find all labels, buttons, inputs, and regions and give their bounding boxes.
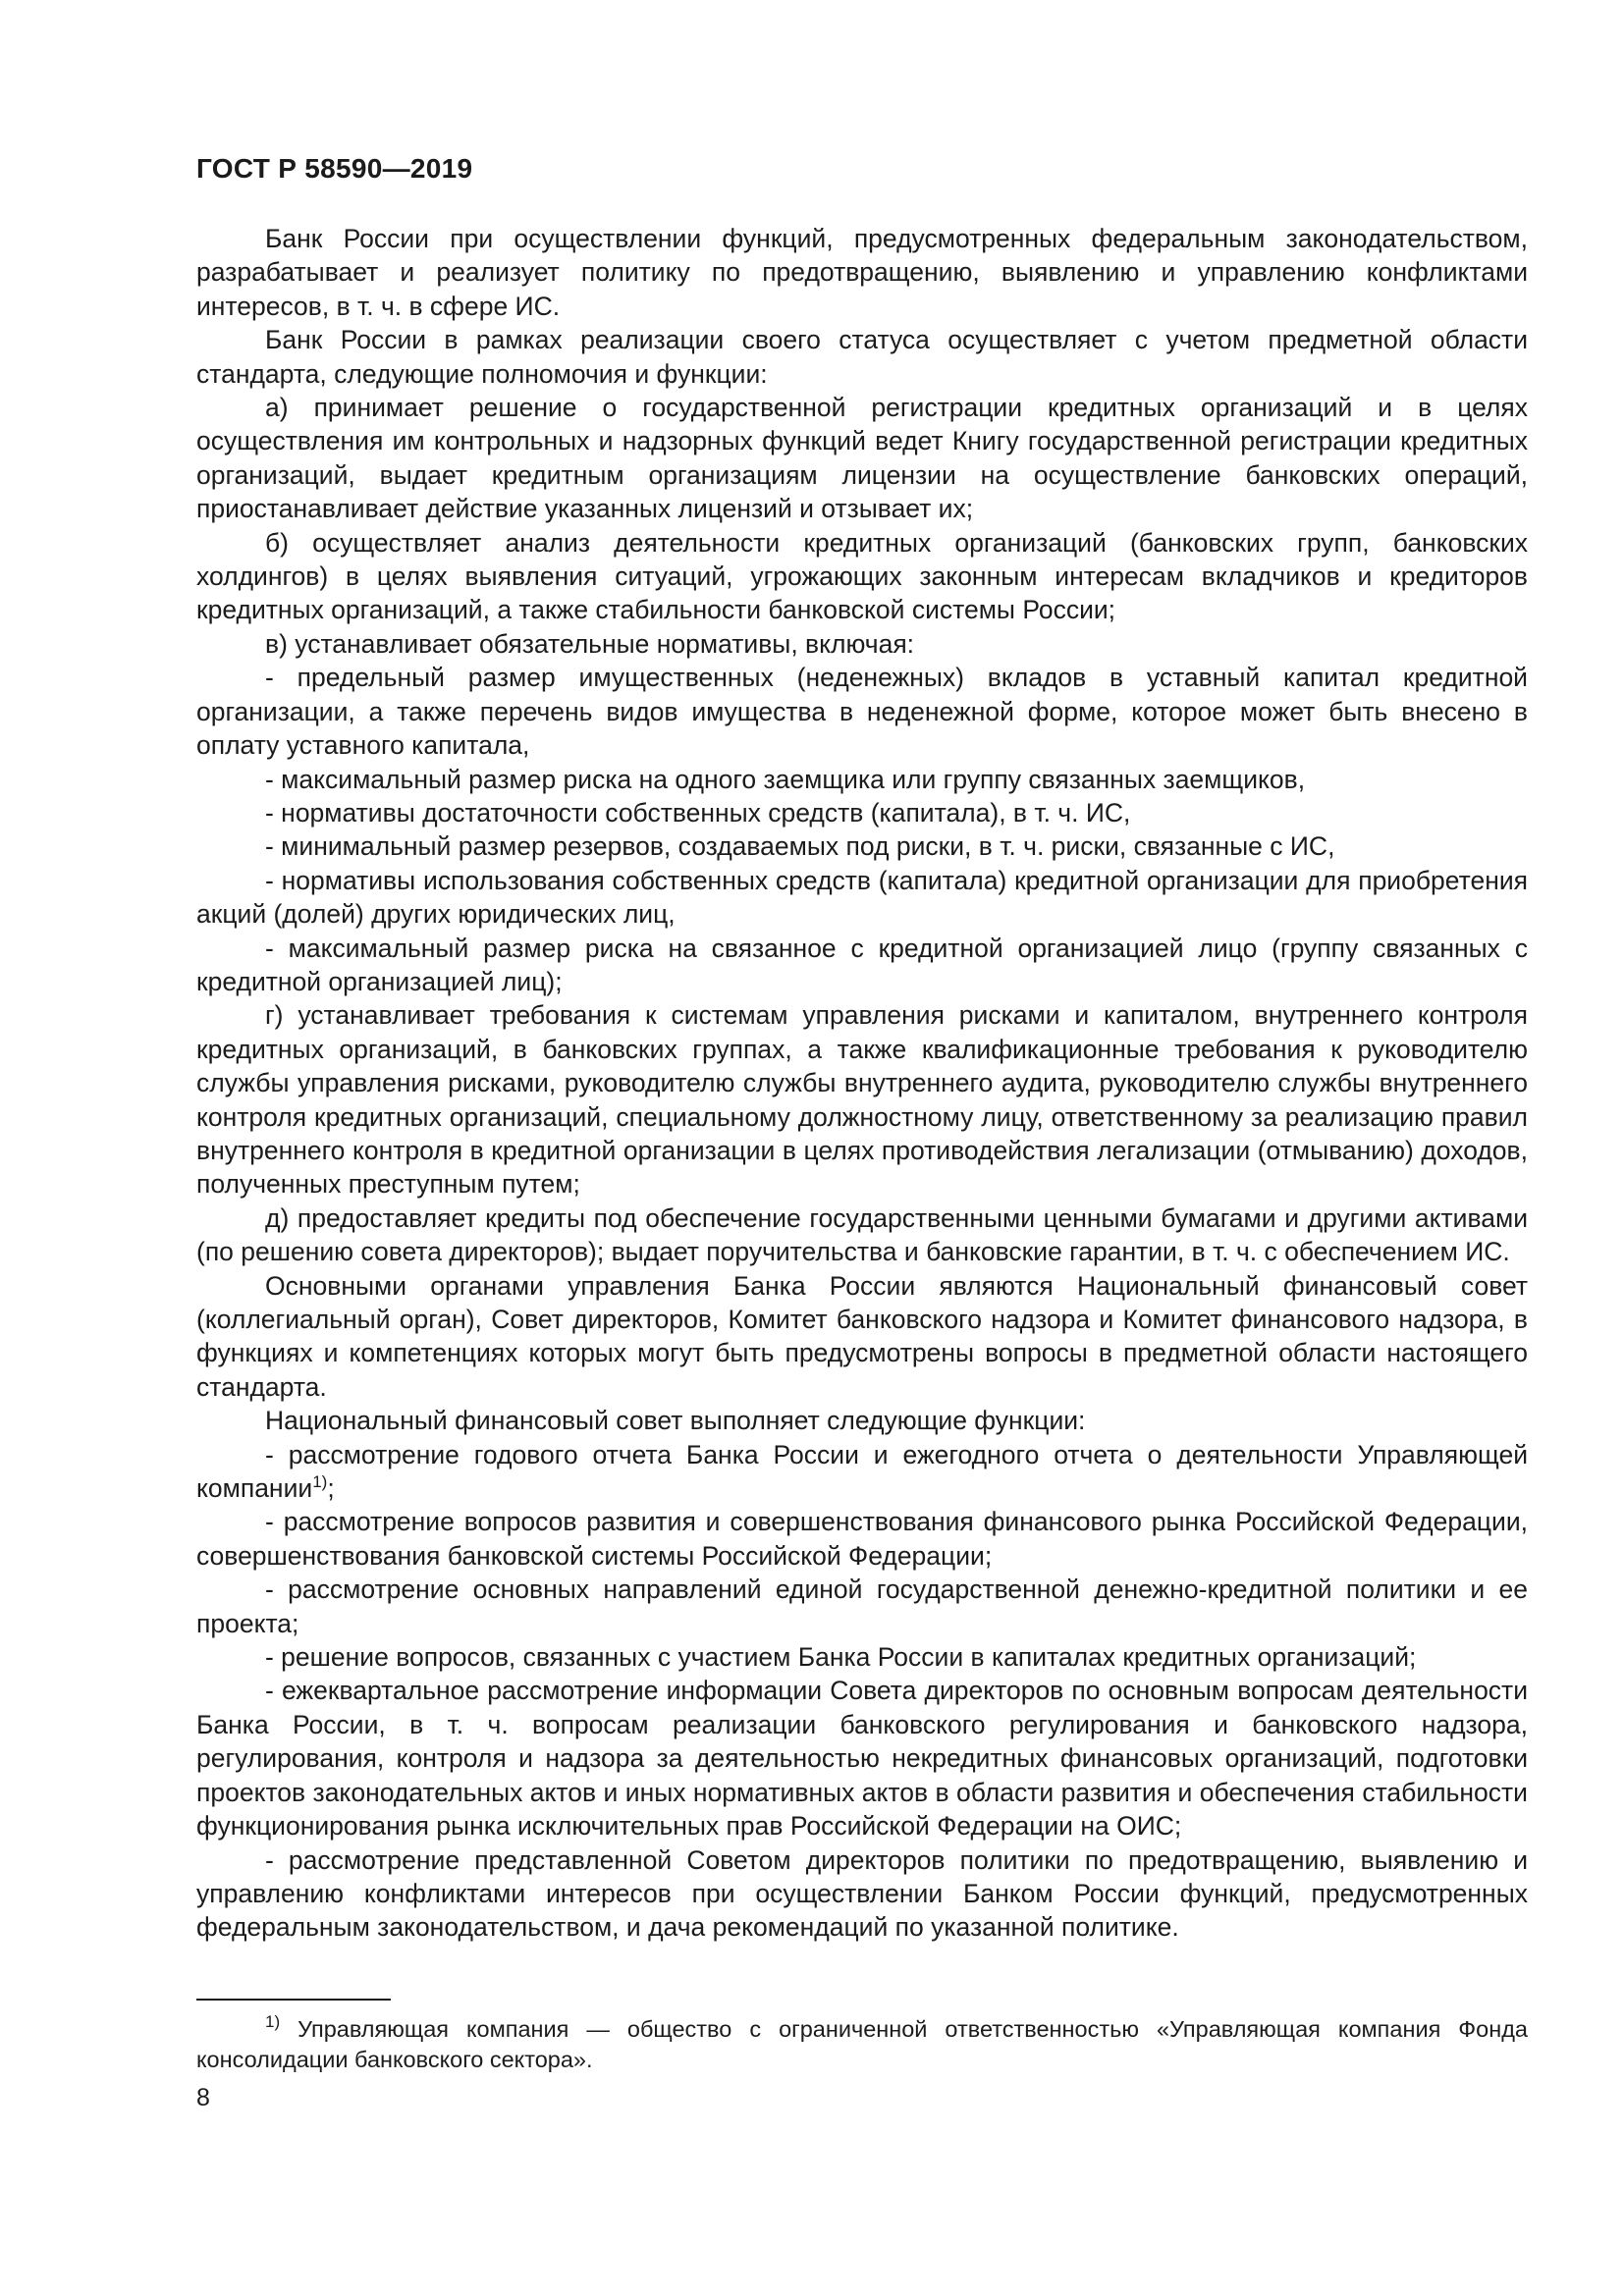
list-item: г) устанавливает требования к системам управления рисками и капиталом, внутреннего контроля кредитных организаций, в банковских группах, а также квалификационные требования к руководителю службы управления рисками, руководителю службы внутреннего аудита, руководителю службы внутреннего контроля кредитных организаций, специальному должностному лицу, ответственному за реализацию правил внутреннего контроля в кредитной организации в целях противодействия легализации (отмыванию) доходов, полученных преступным путем; [196,1000,1528,1200]
list-item: - решение вопросов, связанных с участием Банка России в капиталах кредитных организаций; [265,1642,1417,1673]
list-item: - минимальный размер резервов, создаваемых под риски, в т. ч. риски, связанные с ИС, [265,831,1335,862]
list-item: - нормативы достаточности собственных средств (капитала), в т. ч. ИС, [265,797,1131,828]
footnote-text [196,2014,1528,2074]
document-header: ГОСТ Р 58590—2019 [196,153,473,184]
list-item: - рассмотрение основных направлений единой государственной денежно-кредитной политики и ее проекта; [196,1575,1528,1638]
list-item: - максимальный размер риска на связанное с кредитной организацией лицо (группу связанных с кредитной организацией лиц); [196,933,1528,996]
list-item: - максимальный размер риска на одного заемщика или группу связанных заемщиков, [265,764,1306,794]
paragraph: Основными органами управления Банка России являются Национальный финансовый совет (коллегиальный орган), Совет директоров, Комитет банковского надзора и Комитет финансового надзора, в функциях и компетенциях которых могут быть предусмотрены вопросы в предметной области настоящего стандарта. [196,1270,1528,1402]
list-item [196,1438,1528,1506]
footnote-body: Управляющая компания — общество с ограниченной ответственностью «Управляющая компания Фонда консолидации банковского сектора». [196,2016,1528,2072]
list-item: в) устанавливает обязательные нормативы, включая: [265,628,915,659]
paragraph: Банк России в рамках реализации своего статуса осуществляет с учетом предметной области стандарта, следующие полномочия и функции: [196,325,1528,389]
page-number: 8 [196,2084,210,2111]
footnote-divider [196,1999,391,2001]
list-item: - ежеквартальное рассмотрение информации Совета директоров по основным вопросам деятельности Банка России, в т. ч. вопросам реализации банковского регулирования и банковского надзора, регулирования, контроля и надзора за деятельностью некредитных финансовых организаций, подготовки проектов законодательных актов и иных нормативных актов в области развития и обеспечения стабильности функционирования рынка исключительных прав Российской Федерации на ОИС; [196,1676,1528,1842]
list-item: д) предоставляет кредиты под обеспечение государственными ценными бумагами и другими активами (по решению совета директоров); выдает поручительства и банковские гарантии, в т. ч. с обеспечением ИС. [196,1202,1528,1267]
list-item: а) принимает решение о государственной регистрации кредитных организаций и в целях осуществления им контрольных и надзорных функций ведет Книгу государственной регистрации кредитных организаций, выдает кредитным организациям лицензии на осуществление банковских операций, приостанавливает действие указанных лицензий и отзывает их; [196,393,1528,524]
list-item: - предельный размер имущественных (неденежных) вкладов в уставный капитал кредитной организации, а также перечень видов имущества в неденежной форме, которое может быть внесено в оплату уставного капитала, [196,663,1528,761]
list-item: б) осуществляет анализ деятельности кредитных организаций (банковских групп, банковских холдингов) в целях выявления ситуаций, угрожающих законным интересам вкладчиков и кредиторов кредитных организаций, а также стабильности банковской системы России; [196,527,1528,625]
list-item-text: - рассмотрение годового отчета Банка России и ежегодного отчета о деятельности Управляющей компании [196,1439,1528,1504]
footnote [196,2014,1528,2074]
list-item: - нормативы использования собственных средств (капитала) кредитной организации для приобретения акций (долей) других юридических лиц, [196,865,1528,930]
paragraph: Национальный финансовый совет выполняет следующие функции: [265,1406,1086,1436]
list-item: - рассмотрение вопросов развития и совершенствования финансового рынка Российской Федерации, совершенствования банковской системы Российской Федерации; [196,1507,1528,1571]
list-item: - рассмотрение представленной Советом директоров политики по предотвращению, выявлению и управлению конфликтами интересов при осуществлении Банком России функций, предусмотренных федеральным законодательством, и дача рекомендаций по указанной политике. [196,1844,1528,1943]
paragraph: Банк России при осуществлении функций, предусмотренных федеральным законодательством, разрабатывает и реализует политику по предотвращению, выявлению и управлению конфликтами интересов, в т. ч. в сфере ИС. [196,224,1528,321]
list-item-tail: ; [327,1473,335,1504]
footnote-reference[interactable]: 1) [312,1472,328,1492]
footnote-marker: 1) [265,2012,281,2031]
body-text [196,222,1528,1945]
